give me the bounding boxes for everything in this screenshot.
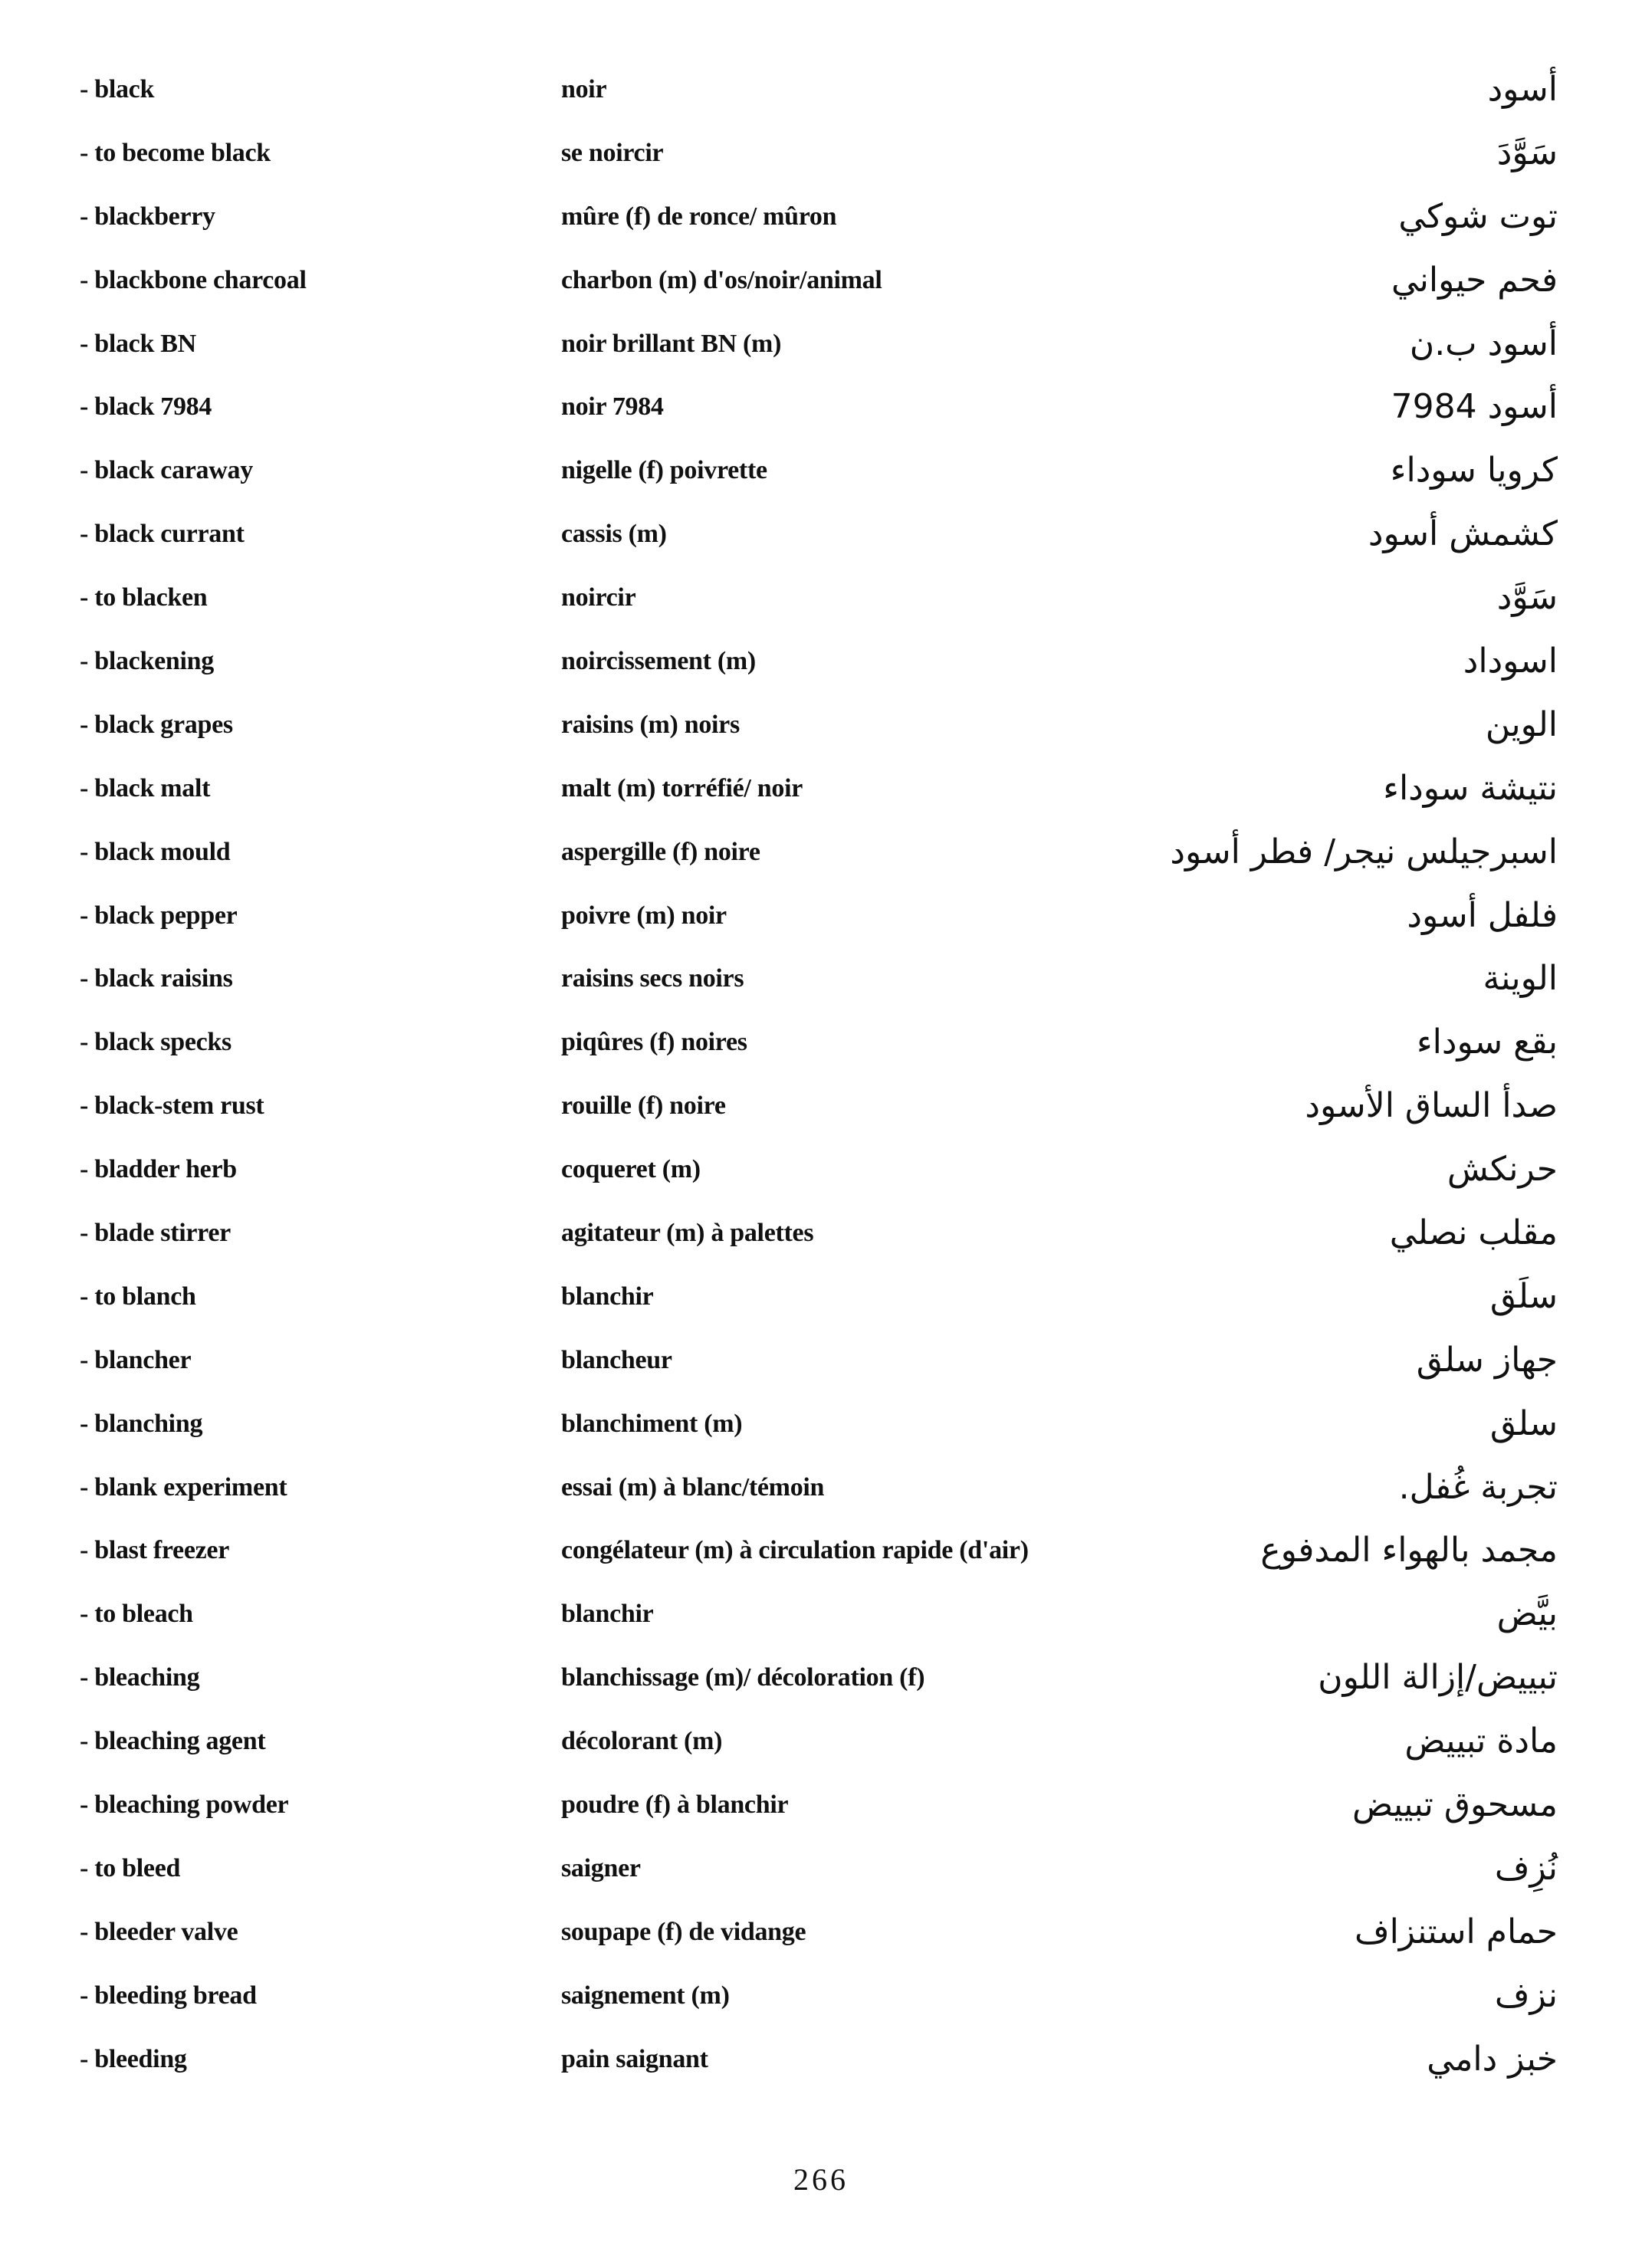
french-term: raisins secs noirs [561, 964, 744, 993]
french-term: coqueret (m) [561, 1155, 701, 1184]
english-term: - blast freezer [80, 1536, 229, 1565]
english-term: - black caraway [80, 456, 253, 485]
arabic-term: سَوَّدَ [1496, 133, 1558, 172]
french-term: blancheur [561, 1345, 672, 1374]
english-term: - bleaching powder [80, 1790, 289, 1820]
english-term: - blank experiment [80, 1472, 287, 1502]
english-term: - blackberry [80, 202, 215, 231]
arabic-term: توت شوكي [1398, 196, 1558, 236]
english-term: - black BN [80, 329, 196, 358]
arabic-term: كشمش أسود [1368, 514, 1558, 554]
english-term: - to bleed [80, 1853, 181, 1882]
english-term: - black mould [80, 837, 231, 866]
entry-row [0, 1901, 1642, 1964]
english-term: - blanching [80, 1409, 203, 1438]
english-term: - bleaching [80, 1663, 200, 1692]
french-term: soupape (f) de vidange [561, 1917, 806, 1946]
english-term: - black pepper [80, 901, 238, 930]
arabic-term: جهاز سلق [1416, 1340, 1558, 1380]
french-term: agitateur (m) à palettes [561, 1219, 814, 1248]
french-term: noircir [561, 583, 636, 612]
english-term: - bladder herb [80, 1155, 237, 1184]
french-term: piqûres (f) noires [561, 1028, 747, 1057]
english-term: - to blacken [80, 583, 208, 612]
entry-row [0, 1583, 1642, 1646]
english-term: - bleeding [80, 2044, 187, 2073]
arabic-term: مجمد بالهواء المدفوع [1260, 1531, 1558, 1571]
arabic-term: بيَّض [1496, 1594, 1558, 1634]
french-term: nigelle (f) poivrette [561, 456, 767, 485]
arabic-term: سَوَّد [1496, 578, 1558, 618]
french-term: noir [561, 75, 607, 103]
french-term: noir 7984 [561, 392, 664, 422]
entry-row [0, 1075, 1642, 1138]
french-term: poivre (m) noir [561, 901, 727, 930]
english-term: - black currant [80, 520, 245, 549]
english-term: - black-stem rust [80, 1091, 264, 1121]
french-term: mûre (f) de ronce/ mûron [561, 202, 837, 231]
arabic-term: اسبرجيلس نيجر/ فطر أسود [1170, 832, 1558, 871]
french-term: décolorant (m) [561, 1727, 723, 1756]
entry-row [0, 694, 1642, 757]
arabic-term: كرويا سوداء [1390, 451, 1558, 491]
arabic-term: الوينة [1483, 959, 1558, 999]
arabic-term: أسود 7984 [1391, 387, 1558, 427]
entry-row [0, 947, 1642, 1011]
english-term: - black grapes [80, 710, 233, 739]
arabic-term: نزف [1494, 1975, 1558, 2015]
french-term: blanchissage (m)/ décoloration (f) [561, 1663, 925, 1692]
entry-row [0, 1964, 1642, 2028]
english-term: - black malt [80, 773, 211, 802]
french-term: noir brillant BN (m) [561, 329, 782, 358]
entries-list [0, 58, 1642, 2092]
entry-row [0, 313, 1642, 376]
entry-row [0, 122, 1642, 185]
french-term: blanchir [561, 1282, 654, 1311]
entry-row [0, 2028, 1642, 2092]
entry-row [0, 1329, 1642, 1393]
arabic-term: حمام استنزاف [1354, 1912, 1558, 1951]
french-term: se noircir [561, 138, 664, 167]
arabic-term: أسود ب.ن [1409, 323, 1558, 363]
arabic-term: فلفل أسود [1407, 895, 1558, 935]
english-term: - blancher [80, 1345, 192, 1374]
french-term: charbon (m) d'os/noir/animal [561, 265, 882, 294]
arabic-term: مادة تبييض [1404, 1722, 1558, 1761]
french-term: blanchiment (m) [561, 1409, 743, 1438]
french-term: aspergille (f) noire [561, 837, 760, 866]
french-term: raisins (m) noirs [561, 710, 740, 739]
entry-row [0, 1646, 1642, 1710]
entry-row [0, 1202, 1642, 1265]
arabic-term: تجربة غُفل. [1398, 1467, 1558, 1507]
entry-row [0, 1138, 1642, 1202]
french-term: saignement (m) [561, 1981, 730, 2010]
page-number: 266 [793, 2162, 849, 2197]
english-term: - blackening [80, 647, 214, 676]
entry-row [0, 1519, 1642, 1583]
french-term: blanchir [561, 1600, 654, 1629]
arabic-term: نتيشة سوداء [1383, 768, 1558, 808]
french-term: rouille (f) noire [561, 1091, 726, 1121]
entry-row [0, 185, 1642, 249]
english-term: - to blanch [80, 1282, 196, 1311]
entry-row [0, 885, 1642, 948]
english-term: - bleaching agent [80, 1727, 266, 1756]
entry-row [0, 821, 1642, 885]
arabic-term: سلق [1489, 1403, 1558, 1443]
entry-row [0, 630, 1642, 694]
entry-row [0, 1011, 1642, 1075]
arabic-term: حرنكش [1447, 1150, 1558, 1190]
french-term: malt (m) torréfié/ noir [561, 773, 803, 802]
french-term: saigner [561, 1853, 641, 1882]
entry-row [0, 1393, 1642, 1456]
english-term: - to become black [80, 138, 271, 167]
arabic-term: نُزِف [1494, 1848, 1558, 1888]
french-term: poudre (f) à blanchir [561, 1790, 789, 1820]
arabic-term: سلَق [1489, 1276, 1558, 1316]
entry-row [0, 757, 1642, 821]
english-term: - blade stirrer [80, 1219, 231, 1248]
entry-row [0, 1837, 1642, 1901]
entry-row [0, 249, 1642, 313]
arabic-term: بقع سوداء [1416, 1022, 1558, 1062]
entry-row [0, 58, 1642, 122]
english-term: - black 7984 [80, 392, 212, 422]
entry-row [0, 1774, 1642, 1837]
arabic-term: مقلب نصلي [1389, 1213, 1558, 1253]
arabic-term: مسحوق تبييض [1351, 1785, 1558, 1825]
arabic-term: فحم حيواني [1391, 260, 1558, 300]
arabic-term: صدأ الساق الأسود [1305, 1086, 1558, 1126]
french-term: noircissement (m) [561, 647, 756, 676]
entry-row [0, 439, 1642, 503]
english-term: - to bleach [80, 1600, 193, 1629]
arabic-term: خبز دامي [1427, 2039, 1558, 2079]
entry-row [0, 503, 1642, 566]
entry-row [0, 1710, 1642, 1774]
french-term: essai (m) à blanc/témoin [561, 1472, 825, 1502]
english-term: - black raisins [80, 964, 233, 993]
arabic-term: تبييض/إزالة اللون [1318, 1658, 1558, 1698]
entry-row [0, 1456, 1642, 1520]
english-term: - bleeding bread [80, 1981, 257, 2010]
entry-row [0, 376, 1642, 439]
english-term: - black specks [80, 1028, 232, 1057]
french-term: congélateur (m) à circulation rapide (d'air) [561, 1536, 1029, 1565]
arabic-term: الوين [1485, 704, 1558, 744]
french-term: cassis (m) [561, 520, 667, 549]
english-term: - bleeder valve [80, 1917, 238, 1946]
french-term: pain saignant [561, 2044, 708, 2073]
arabic-term: أسود [1487, 70, 1558, 109]
english-term: - black [80, 75, 155, 103]
entry-row [0, 566, 1642, 630]
entry-row [0, 1265, 1642, 1329]
arabic-term: اسوداد [1463, 642, 1558, 681]
english-term: - blackbone charcoal [80, 265, 307, 294]
